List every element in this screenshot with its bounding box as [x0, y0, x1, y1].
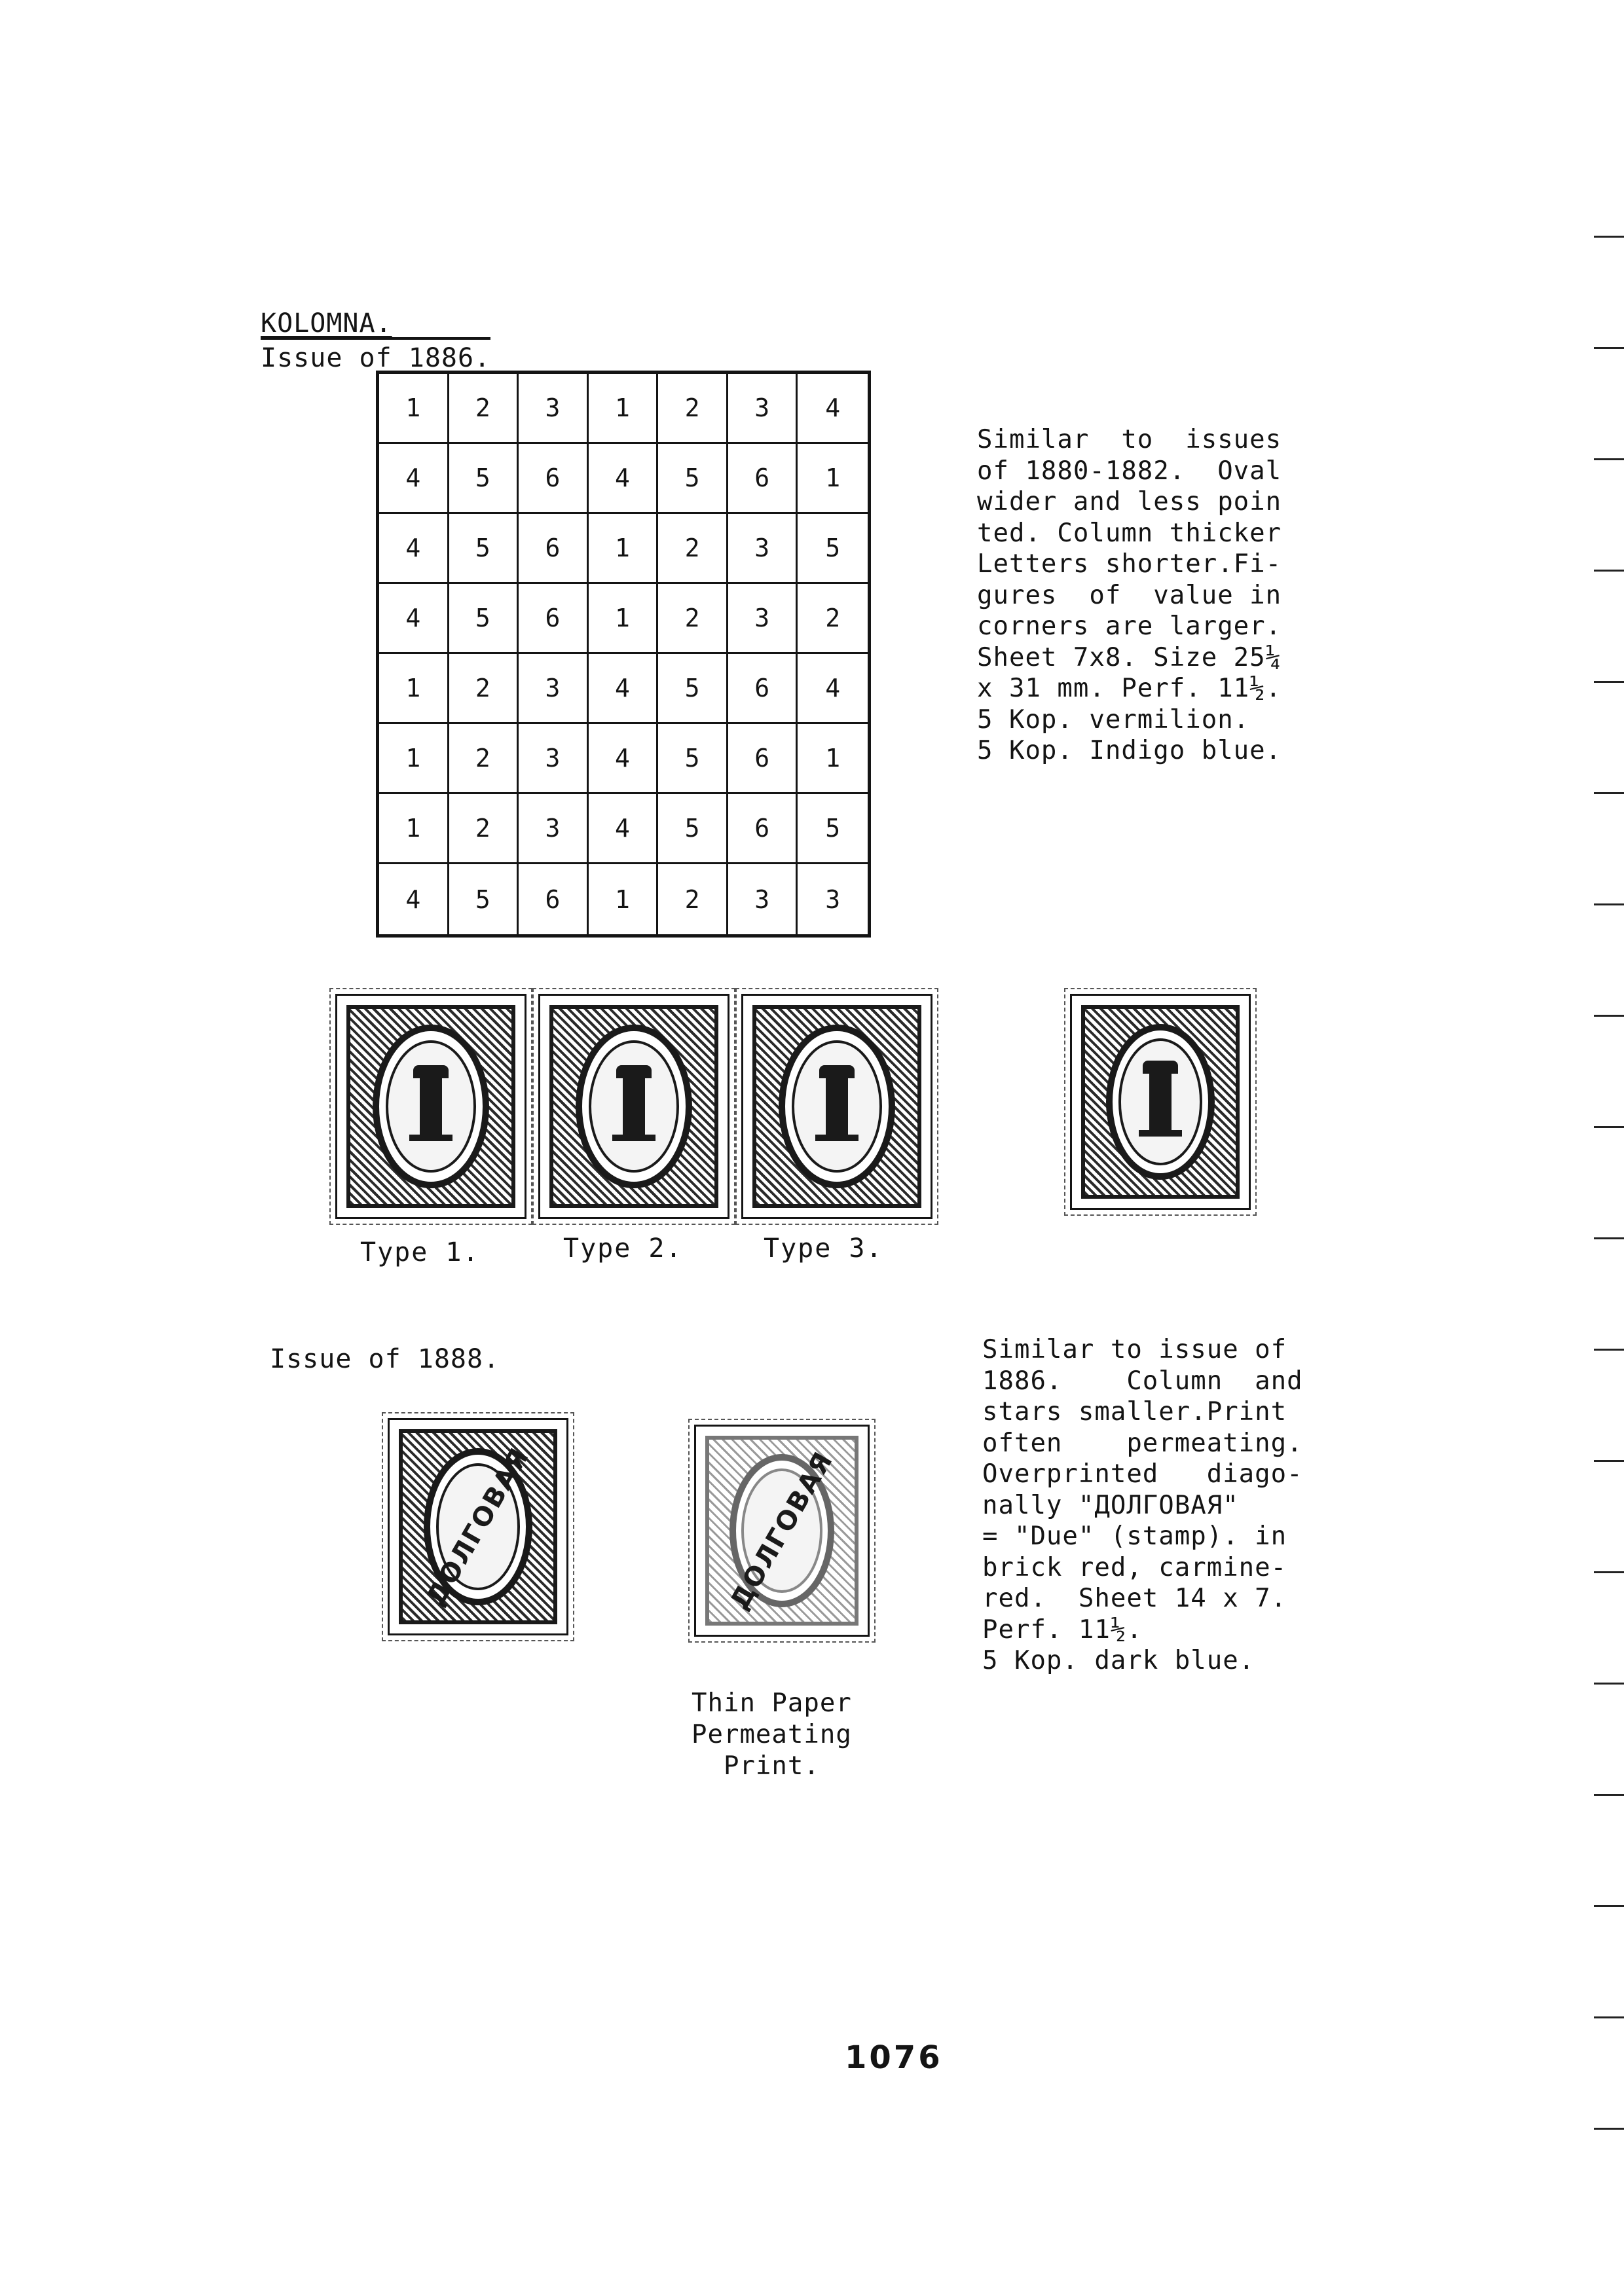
grid-cell: 5	[658, 654, 728, 724]
grid-cell: 6	[519, 514, 589, 584]
grid-cell: 6	[728, 794, 798, 864]
grid-cell: 5	[798, 514, 868, 584]
grid-cell: 3	[519, 374, 589, 444]
page-number: 1076	[845, 2039, 943, 2076]
grid-cell: 3	[519, 724, 589, 794]
edge-mark	[1594, 347, 1624, 349]
edge-mark	[1594, 792, 1624, 794]
grid-cell: 4	[589, 794, 659, 864]
caption-type-2: Type 2.	[563, 1233, 683, 1264]
overprint-text: ДОЛГОВАЯ	[420, 1442, 536, 1611]
grid-cell: 3	[825, 884, 841, 914]
stamp-type-3-image	[741, 994, 932, 1219]
thin-paper-stamp-image	[694, 1425, 870, 1637]
edge-mark	[1594, 2016, 1624, 2018]
grid-cell: 5	[449, 864, 519, 934]
edge-mark	[1594, 1683, 1624, 1685]
grid-cell: 6	[728, 654, 798, 724]
grid-cell: 2	[658, 584, 728, 654]
issue-1886-heading: Issue of 1886.	[261, 337, 490, 374]
section-title: KOLOMNA.	[261, 308, 392, 338]
grid-cell: 4	[379, 864, 449, 934]
grid-cell: 1	[379, 654, 449, 724]
edge-mark	[1594, 1571, 1624, 1573]
grid-cell: 3	[728, 374, 798, 444]
edge-mark	[1594, 1237, 1624, 1239]
grid-cell: 5	[658, 444, 728, 514]
grid-cell: 5	[658, 794, 728, 864]
caption-type-3: Type 3.	[764, 1233, 883, 1264]
grid-cell: 5	[449, 444, 519, 514]
grid-cell: 3	[728, 864, 798, 934]
edge-mark	[1594, 2128, 1624, 2130]
caption-type-1: Type 1.	[360, 1237, 480, 1267]
grid-cell: 1	[589, 514, 659, 584]
grid-cell: 4	[379, 514, 449, 584]
grid-cell: 2	[449, 374, 519, 444]
grid-cell: 6	[728, 724, 798, 794]
grid-cell: 4	[798, 654, 868, 724]
grid-cell: 4	[379, 584, 449, 654]
description-1888: Similar to issue of 1886. Column and stars smaller.Print often permeating. Overprinted diago- nally "ДОЛГОВАЯ" = "Due" (stamp). in brick red, carmine- red. Sheet 14 x 7. Perf. 11½. 5 Kop. dark blue.	[982, 1335, 1303, 1675]
grid-cell: 3	[728, 584, 798, 654]
edge-mark	[1594, 458, 1624, 460]
edge-mark	[1594, 1126, 1624, 1128]
grid-cell: 5	[658, 724, 728, 794]
grid-cell: 6	[519, 444, 589, 514]
grid-cell: 4	[589, 724, 659, 794]
grid-cell: 3	[519, 794, 589, 864]
stamp-type-1-image	[335, 994, 526, 1219]
overprinted-stamp-image	[388, 1418, 568, 1635]
grid-cell: 2	[658, 514, 728, 584]
grid-cell: 6	[728, 444, 798, 514]
grid-cell: 1	[589, 864, 659, 934]
grid-cell: 4	[589, 444, 659, 514]
grid-cell: 5	[449, 514, 519, 584]
grid-cell: 1	[379, 724, 449, 794]
description-1886: Similar to issues of 1880-1882. Oval wider and less poin ted. Column thicker Letters shorter.Fi- gures of value in corners are larger. Sheet 7x8. Size 25¼ x 31 mm. Perf. 11½. 5 Kop. vermilion. 5 Kop. Indigo blue.	[977, 425, 1282, 765]
grid-cell: 4	[798, 374, 868, 444]
grid-cell: 1	[379, 374, 449, 444]
edge-mark	[1594, 1460, 1624, 1462]
thin-paper-caption: Thin Paper Permeating Print.	[692, 1688, 852, 1781]
grid-cell: 3	[519, 654, 589, 724]
grid-cell: 2	[658, 374, 728, 444]
grid-cell: 1	[798, 724, 868, 794]
grid-cell: 3	[728, 514, 798, 584]
grid-cell: 2	[449, 654, 519, 724]
grid-cell: 2	[798, 584, 868, 654]
grid-cell: 1	[589, 584, 659, 654]
issue-1888-heading: Issue of 1888.	[270, 1344, 500, 1374]
edge-mark	[1594, 681, 1624, 683]
grid-cell: 1	[379, 794, 449, 864]
sheet-layout-grid	[376, 371, 871, 938]
stamp-type-2-image	[538, 994, 729, 1219]
edge-mark	[1594, 1015, 1624, 1017]
grid-cell: 6	[519, 584, 589, 654]
edge-mark	[1594, 1794, 1624, 1796]
edge-mark	[1594, 1905, 1624, 1907]
stamp-variant-image	[1070, 994, 1251, 1210]
grid-cell: 1	[589, 374, 659, 444]
grid-cell: 2	[658, 864, 728, 934]
grid-cell: 6	[519, 864, 589, 934]
grid-cell: 4	[379, 444, 449, 514]
edge-mark	[1594, 570, 1624, 572]
grid-cell: 2	[449, 724, 519, 794]
edge-mark	[1594, 1349, 1624, 1351]
grid-cell: 2	[449, 794, 519, 864]
edge-mark	[1594, 903, 1624, 905]
overprint-text: ДОЛГОВАЯ	[724, 1446, 840, 1615]
grid-cell: 1	[798, 444, 868, 514]
grid-cell: 4	[589, 654, 659, 724]
grid-cell: 5	[449, 584, 519, 654]
edge-mark	[1594, 236, 1624, 238]
grid-cell: 5	[798, 794, 868, 864]
